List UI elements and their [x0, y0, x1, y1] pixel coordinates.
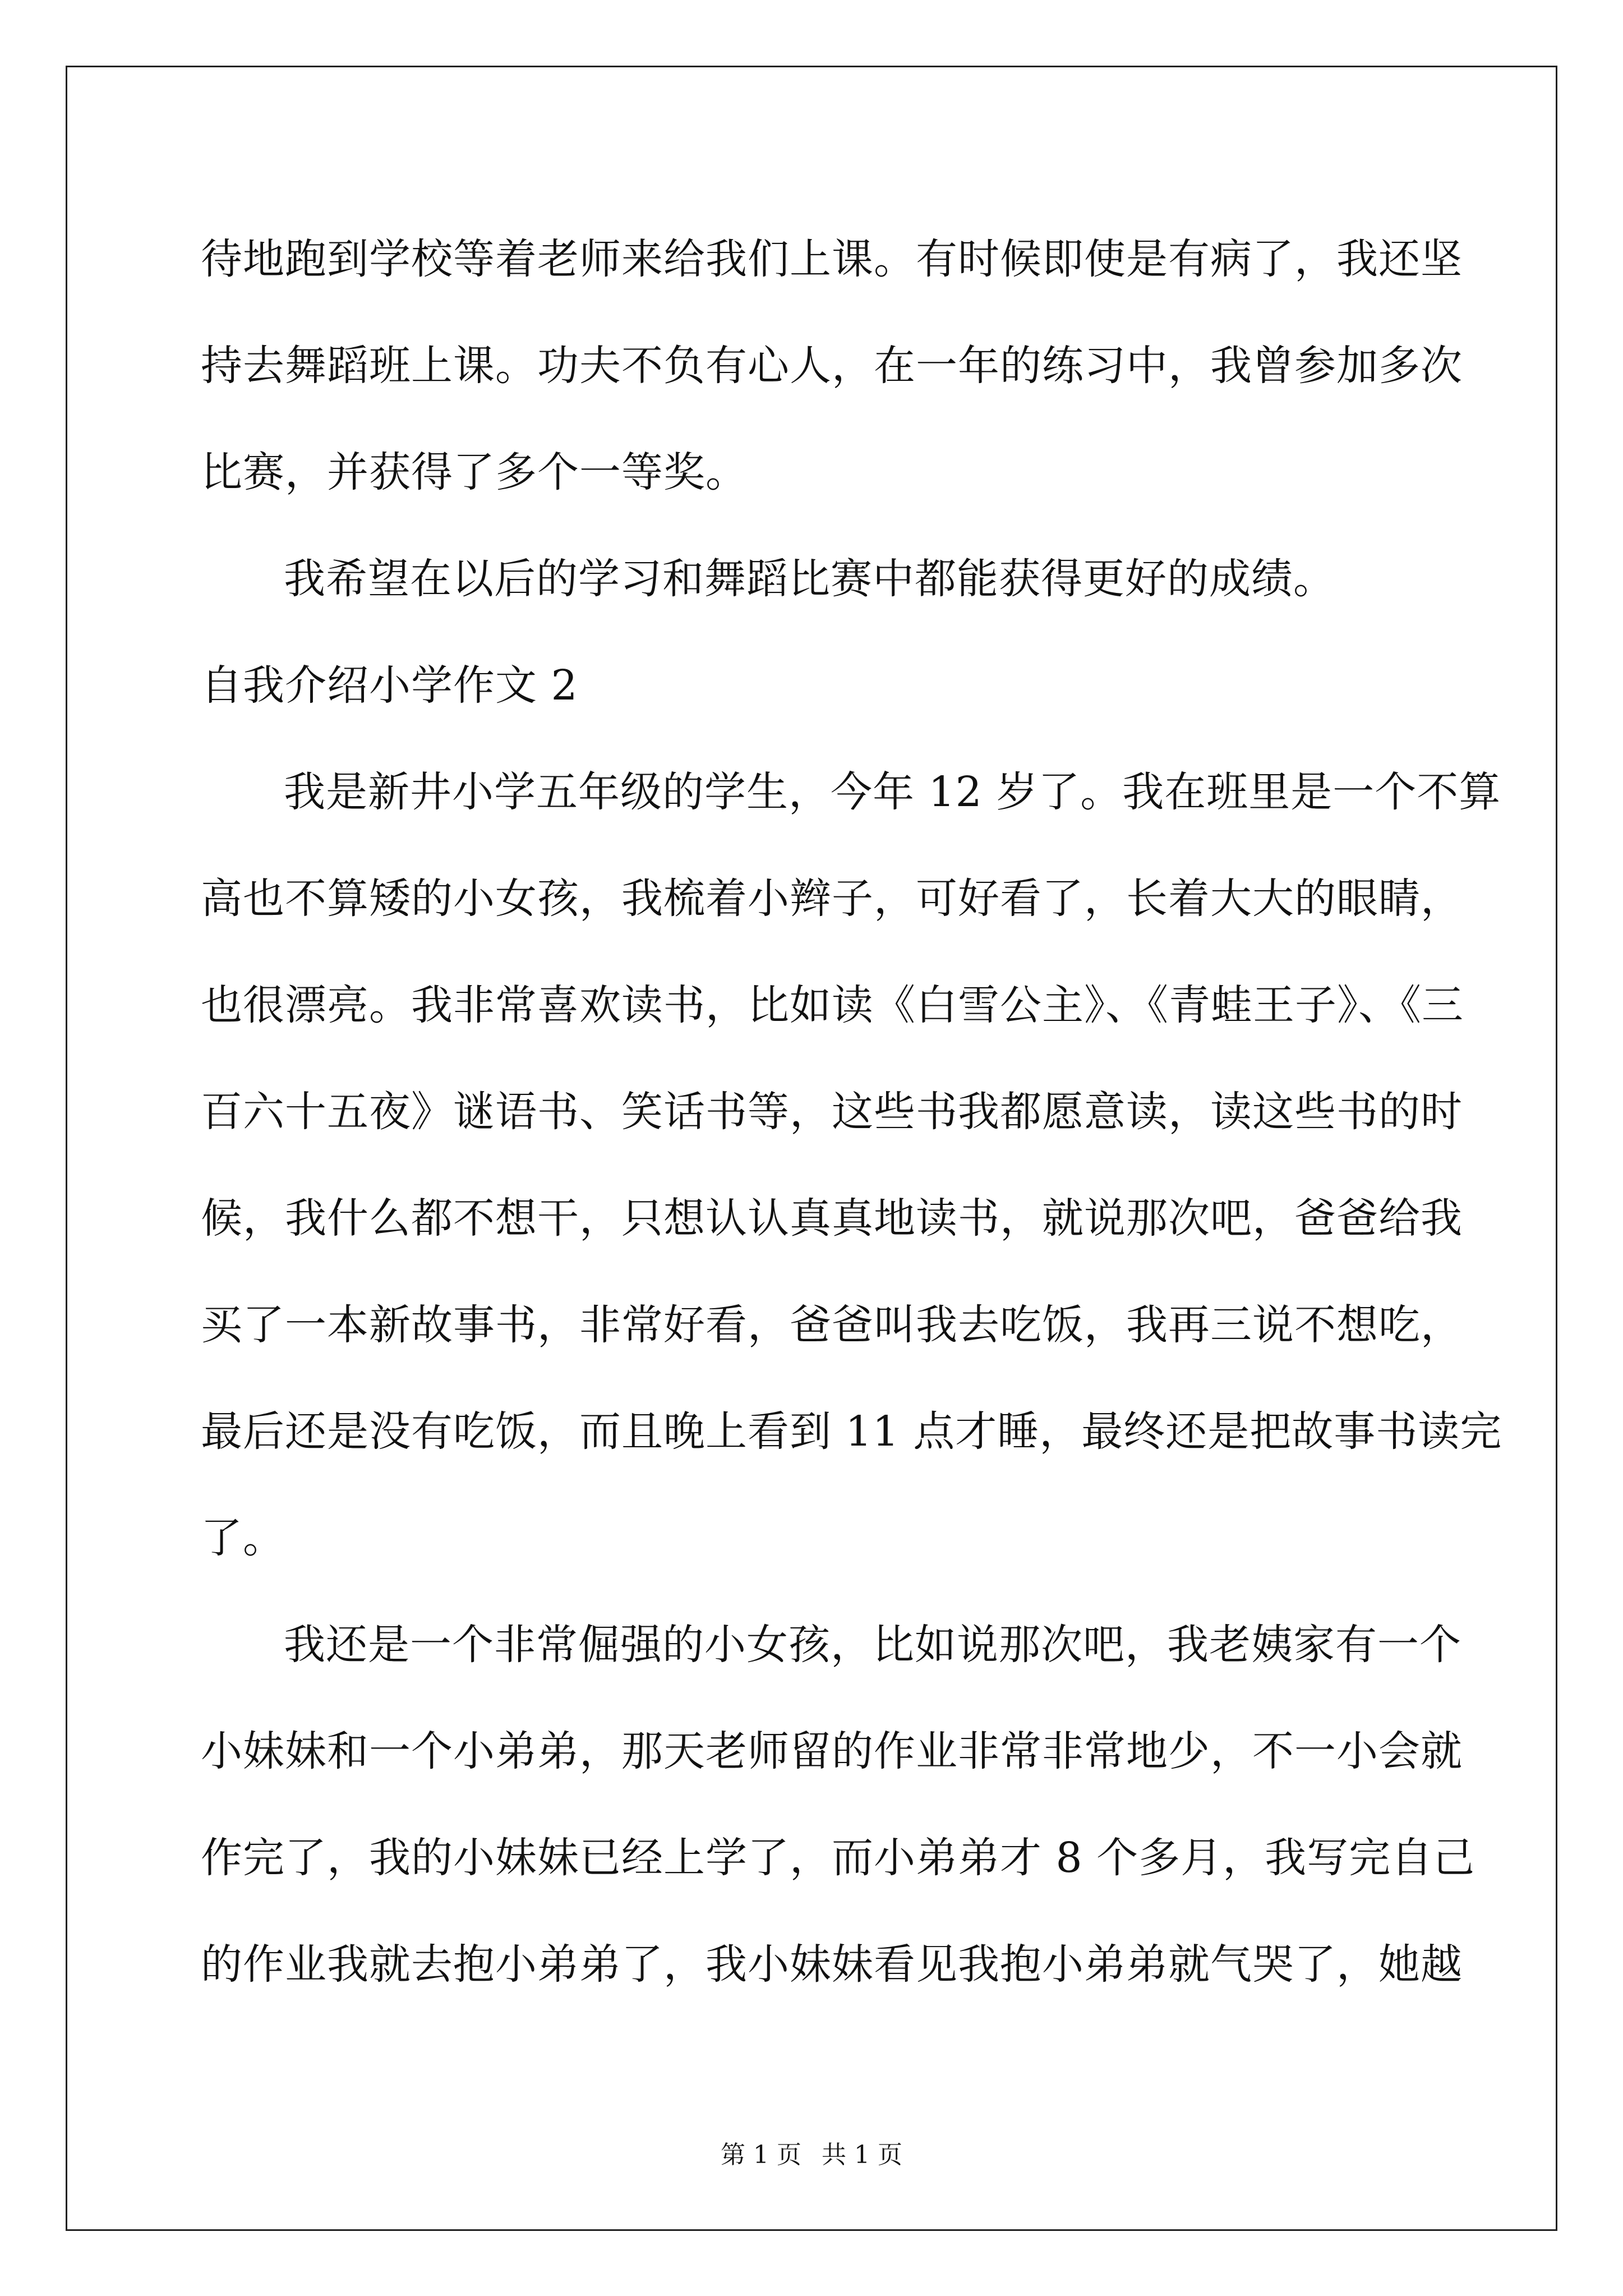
text-line: 作完了，我的小妹妹已经上学了，而小弟弟才 8 个多月，我写完自己 [201, 1834, 1476, 1882]
text-line: 小妹妹和一个小弟弟，那天老师留的作业非常非常地少，不一小会就 [201, 1727, 1463, 1775]
page-footer [0, 2138, 1623, 2172]
text-line: 百六十五夜》谜语书、笑话书等，这些书我都愿意读，读这些书的时 [201, 1088, 1463, 1136]
text-line: 最后还是没有吃饭，而且晚上看到 11 点才睡，最终还是把故事书读完 [201, 1407, 1502, 1456]
text-line: 持去舞蹈班上课。功夫不负有心人，在一年的练习中，我曾参加多次 [201, 342, 1463, 390]
text-line: 买了一本新故事书，非常好看，爸爸叫我去吃饭，我再三说不想吃， [201, 1301, 1463, 1349]
page-number: 第 1 页 [721, 2141, 801, 2169]
text-line: 了。 [201, 1514, 285, 1562]
text-line: 也很漂亮。我非常喜欢读书，比如读《白雪公主》、《青蛙王子》、《三 [201, 981, 1464, 1029]
text-line: 我是新井小学五年级的学生，今年 12 岁了。我在班里是一个不算 [284, 768, 1501, 816]
text-line: 高也不算矮的小女孩，我梳着小辫子，可好看了，长着大大的眼睛， [201, 875, 1463, 923]
page-total: 共 1 页 [822, 2141, 902, 2169]
text-line: 候，我什么都不想干，只想认认真真地读书，就说那次吧，爸爸给我 [201, 1194, 1463, 1243]
text-line: 待地跑到学校等着老师来给我们上课。有时候即使是有病了，我还坚 [201, 235, 1463, 283]
text-line: 我还是一个非常倔强的小女孩，比如说那次吧，我老姨家有一个 [284, 1621, 1461, 1669]
text-line: 比赛，并获得了多个一等奖。 [201, 448, 748, 496]
text-line: 我希望在以后的学习和舞蹈比赛中都能获得更好的成绩。 [284, 555, 1335, 603]
text-line: 的作业我就去抱小弟弟了，我小妹妹看见我抱小弟弟就气哭了，她越 [201, 1940, 1463, 1989]
section-heading: 自我介绍小学作文 2 [201, 661, 578, 710]
